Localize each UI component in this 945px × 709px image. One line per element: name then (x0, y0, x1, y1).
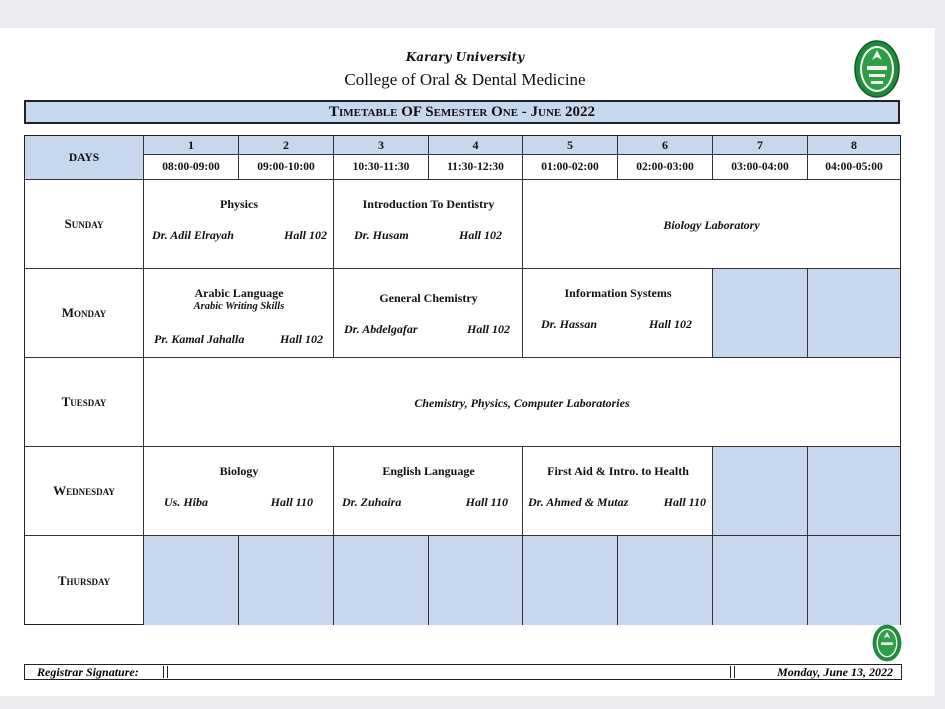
footer-date: Monday, June 13, 2022 (777, 665, 893, 679)
hall-name: Hall 102 (466, 322, 510, 336)
hall-name: Hall 102 (648, 317, 692, 331)
lecturer-name: Us. Hiba (164, 495, 209, 509)
thursday-empty-slot (429, 536, 523, 625)
sunday-dentistry (334, 180, 523, 269)
lab-name: Chemistry, Physics, Computer Laboratories (414, 396, 630, 410)
lecturer-name: Dr. Adil Elrayah (152, 228, 234, 242)
period-time: 02:00-03:00 (618, 155, 713, 180)
subject-name: General Chemistry (379, 291, 478, 305)
registrar-signature-label: Registrar Signature: (37, 665, 139, 679)
thursday-empty-slot (713, 536, 808, 625)
period-time: 08:00-09:00 (144, 155, 239, 180)
period-time: 03:00-04:00 (713, 155, 808, 180)
lecturer-name: Dr. Zuhaira (342, 495, 402, 509)
monday-arabic (144, 269, 334, 358)
sunday-physics (144, 180, 334, 269)
monday-empty-slot (808, 269, 900, 358)
wednesday-biology (144, 447, 334, 536)
thursday-empty-slot (618, 536, 713, 625)
monday-chemistry (334, 269, 523, 358)
divider (730, 666, 735, 678)
wednesday-english (334, 447, 523, 536)
period-number: 7 (713, 136, 808, 155)
days-header: DAYS (25, 136, 144, 180)
day-thursday: Thursday (25, 536, 144, 625)
period-number: 3 (334, 136, 429, 155)
period-number: 2 (239, 136, 334, 155)
sunday-biology-lab (523, 180, 900, 269)
period-time: 10:30-11:30 (334, 155, 429, 180)
tuesday-labs (144, 358, 900, 447)
timetable-grid (24, 135, 901, 625)
hall-name: Hall 102 (279, 332, 323, 346)
period-time: 04:00-05:00 (808, 155, 900, 180)
wednesday-empty-slot (808, 447, 900, 536)
lecturer-name: Dr. Ahmed & Mutaz (528, 495, 629, 509)
wednesday-firstaid (523, 447, 713, 536)
hall-name: Hall 102 (283, 228, 327, 242)
day-tuesday: Tuesday (25, 358, 144, 447)
university-name: Karary University (405, 50, 525, 64)
subject-name: English Language (382, 464, 475, 478)
university-logo-icon (854, 40, 900, 98)
timetable-title: Timetable OF Semester One - June 2022 (24, 100, 900, 124)
subject-name: Introduction To Dentistry (362, 197, 495, 211)
subject-subtitle: Arabic Writing Skills (193, 301, 285, 312)
hall-name: Hall 110 (465, 495, 508, 509)
period-number: 8 (808, 136, 900, 155)
hall-name: Hall 102 (458, 228, 502, 242)
monday-empty-slot (713, 269, 808, 358)
period-time: 09:00-10:00 (239, 155, 334, 180)
thursday-empty-slot (523, 536, 618, 625)
divider (163, 666, 168, 678)
period-number: 1 (144, 136, 239, 155)
day-wednesday: Wednesday (25, 447, 144, 536)
period-time: 01:00-02:00 (523, 155, 618, 180)
lecturer-name: Dr. Abdelgafar (344, 322, 418, 336)
hall-name: Hall 110 (663, 495, 706, 509)
subject-name: Physics (219, 197, 258, 211)
footer-bar (24, 664, 902, 680)
period-number: 6 (618, 136, 713, 155)
subject-name: Arabic Language (194, 286, 284, 300)
subject-name: Biology (219, 464, 259, 478)
subject-name: Information Systems (564, 286, 672, 300)
lecturer-name: Dr. Husam (354, 228, 409, 242)
thursday-empty-slot (808, 536, 900, 625)
lecturer-name: Dr. Hassan (541, 317, 598, 331)
day-monday: Monday (25, 269, 144, 358)
hall-name: Hall 110 (270, 495, 313, 509)
subject-name: First Aid & Intro. to Health (547, 464, 689, 478)
period-number: 4 (429, 136, 523, 155)
period-number: 5 (523, 136, 618, 155)
monday-infosys (523, 269, 713, 358)
day-sunday: Sunday (25, 180, 144, 269)
lecturer-name: Pr. Kamal Jahalla (154, 332, 245, 346)
period-time: 11:30-12:30 (429, 155, 523, 180)
wednesday-empty-slot (713, 447, 808, 536)
lab-name: Biology Laboratory (663, 218, 760, 232)
thursday-empty-slot (334, 536, 429, 625)
small-logo-icon (871, 624, 903, 662)
thursday-empty-slot (239, 536, 334, 625)
college-name: College of Oral & Dental Medicine (344, 70, 586, 89)
timetable-sheet (0, 28, 935, 696)
thursday-empty-slot (144, 536, 239, 625)
